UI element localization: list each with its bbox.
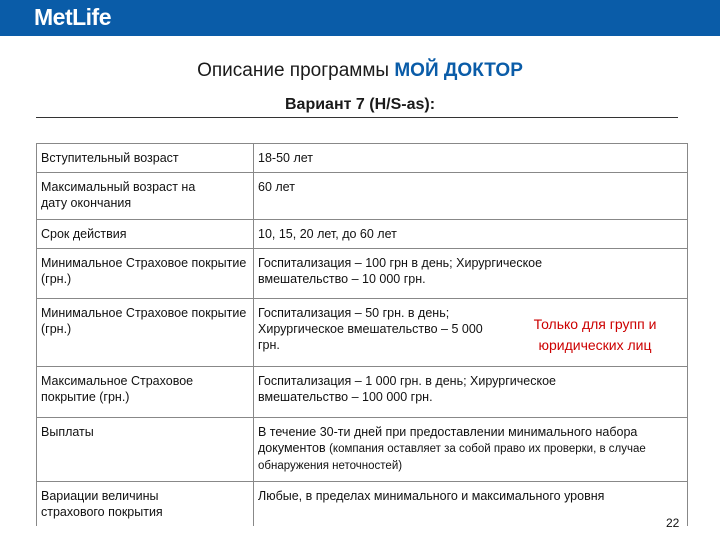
row-label: Минимальное Страховое покрытие (грн.) (37, 249, 254, 299)
metlife-logo: MetLife (34, 4, 111, 30)
row-value: Любые, в пределах минимального и максимального уровня (254, 482, 688, 526)
row-value: Госпитализация – 100 грн в день; Хирургическое вмешательство – 10 000 грн. (254, 249, 688, 299)
title-prefix: Описание программы (197, 60, 395, 81)
title-highlight: МОЙ ДОКТОР (394, 60, 523, 81)
title-divider (36, 117, 678, 118)
row-label: Вступительный возраст (37, 144, 254, 173)
table-row (37, 367, 688, 418)
row-label: Выплаты (37, 418, 254, 482)
row-value: Госпитализация – 50 грн. в день; Хирургическое вмешательство – 5 000 грн. (254, 299, 688, 367)
row-value: 60 лет (254, 173, 688, 220)
group-note: Только для групп и юридических лиц (533, 316, 657, 353)
table-row (37, 173, 688, 220)
row-value: В течение 30-ти дней при предоставлении минимального набора документов (компания оставляет за собой право их проверки, в случае обнаружения неточностей) (254, 418, 688, 482)
row-label: Минимальное Страховое покрытие (грн.) (37, 299, 254, 367)
table-row (37, 144, 688, 173)
row-value: 10, 15, 20 лет, до 60 лет (254, 220, 688, 249)
row-value: Госпитализация – 1 000 грн. в день; Хирургическое вмешательство – 100 000 грн. (254, 367, 688, 418)
row-label: Вариации величины страхового покрытия (37, 482, 254, 526)
page-title (0, 60, 720, 82)
header-bar (0, 0, 720, 36)
row-label: Максимальное Страховое покрытие (грн.) (37, 367, 254, 418)
row-label: Срок действия (37, 220, 254, 249)
table-row (37, 220, 688, 249)
table-row (37, 418, 688, 482)
page-subtitle: Вариант 7 (H/S-as): (284, 96, 436, 113)
row-label: Максимальный возраст на дату окончания (37, 173, 254, 220)
table-row (37, 249, 688, 299)
table-row (37, 482, 688, 526)
page-number: 22 (666, 516, 680, 530)
row-value-note: (компания оставляет за собой право их проверки, в случае обнаружения неточностей) (258, 443, 646, 472)
row-value: 18-50 лет (254, 144, 688, 173)
